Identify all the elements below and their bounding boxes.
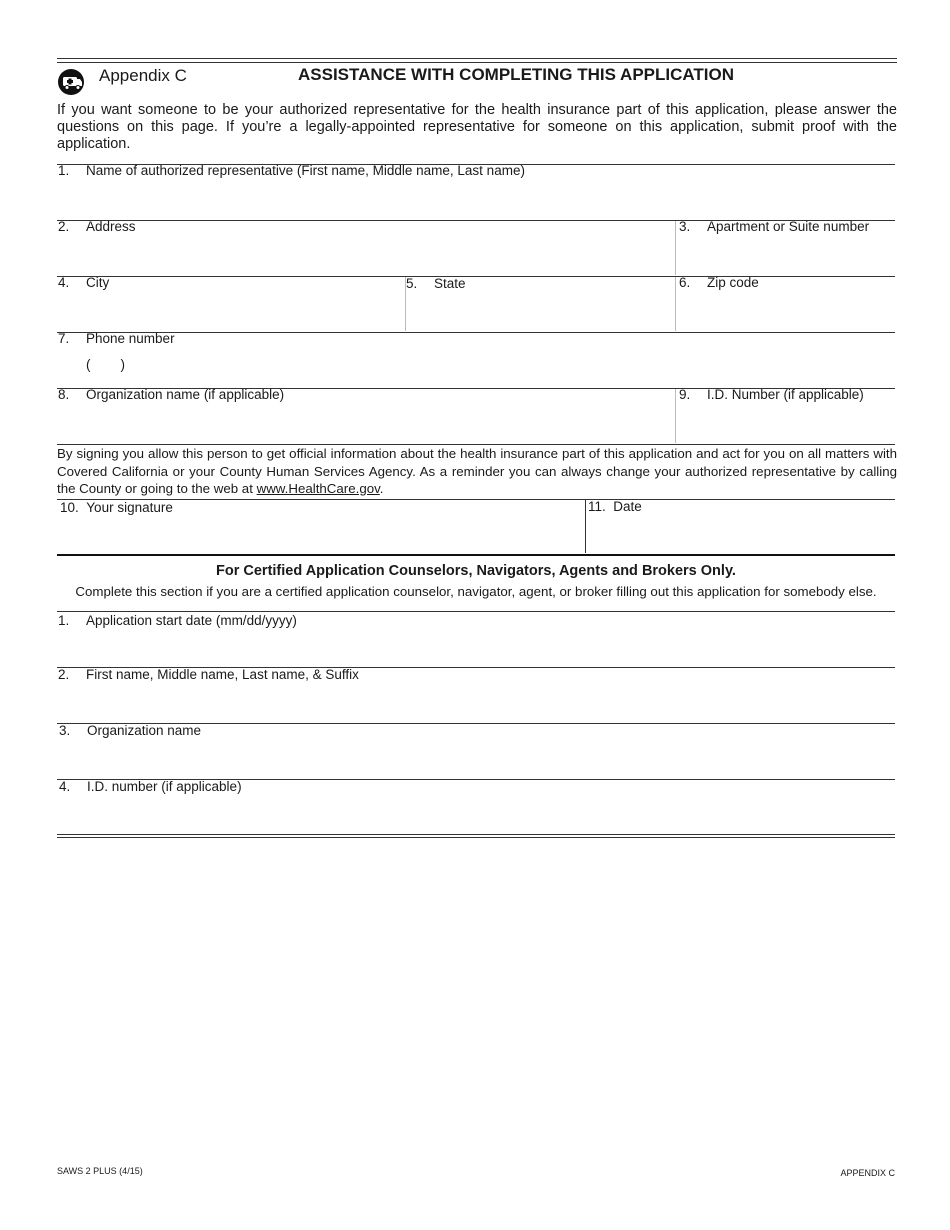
field-9-label xyxy=(679,387,864,402)
s2-field-3-number: 3. xyxy=(59,723,71,738)
field-6-label xyxy=(679,275,759,290)
field-4-label xyxy=(58,275,109,290)
field-5-text: State xyxy=(434,276,466,291)
s2-field-4-number: 4. xyxy=(59,779,71,794)
top-rule-2 xyxy=(57,62,897,63)
field-7-label xyxy=(58,331,175,346)
id-number-input[interactable] xyxy=(677,407,895,443)
s2-field-4-label xyxy=(59,779,242,794)
signature-input[interactable] xyxy=(57,519,583,553)
ambulance-icon xyxy=(57,68,85,96)
section-divider xyxy=(57,554,895,556)
field-9-number: 9. xyxy=(679,387,691,402)
counselor-id-number-input[interactable] xyxy=(57,799,895,833)
s2-field-1-text: Application start date (mm/dd/yyyy) xyxy=(86,613,297,628)
field-3-number: 3. xyxy=(679,219,691,234)
section-2-heading: For Certified Application Counselors, Navigators, Agents and Brokers Only. xyxy=(216,563,736,579)
divider-f5-f6 xyxy=(675,277,676,331)
field-7-text: Phone number xyxy=(86,331,175,346)
counselor-name-input[interactable] xyxy=(57,687,895,722)
s2-field-3-text: Organization name xyxy=(87,723,202,738)
s2-field-1-label xyxy=(58,613,297,628)
divider-f8-f9 xyxy=(675,389,676,443)
footer-appendix: APPENDIX C xyxy=(840,1168,895,1178)
s2-field-4-text: I.D. number (if applicable) xyxy=(87,779,242,794)
authorized-rep-name-input[interactable] xyxy=(57,183,895,219)
field-10-label xyxy=(60,500,173,515)
field-5-label xyxy=(406,276,466,291)
zip-code-input[interactable] xyxy=(677,295,895,331)
field-6-number: 6. xyxy=(679,275,691,290)
field-6-text: Zip code xyxy=(707,275,759,290)
field-2-label xyxy=(58,219,136,234)
consent-text-body: By signing you allow this person to get official information about the health insurance part of this application and act for you on all matters with Covered California or your County Human Services Agency. As a reminder you can always change your authorized representative by calling the County or going to the web at xyxy=(57,446,897,496)
date-input[interactable] xyxy=(587,519,895,553)
application-start-date-input[interactable] xyxy=(57,632,895,666)
phone-area-code-parens: ( ) xyxy=(86,357,125,372)
field-11-number: 11. xyxy=(588,499,606,514)
field-8-label xyxy=(58,387,284,402)
s2-field-3-label xyxy=(59,723,201,738)
consent-text-end: . xyxy=(379,481,384,496)
field-7-number: 7. xyxy=(58,331,70,346)
page-title: ASSISTANCE WITH COMPLETING THIS APPLICATION xyxy=(298,65,735,84)
field-9-text: I.D. Number (if applicable) xyxy=(707,387,864,402)
bottom-rule-1 xyxy=(57,834,895,835)
divider-f2-f3 xyxy=(675,221,676,275)
organization-name-input[interactable] xyxy=(57,407,673,443)
bottom-rule-2 xyxy=(57,837,895,838)
field-11-text: Date xyxy=(613,499,642,514)
intro-text: If you want someone to be your authorized representative for the health insurance part of this application, please answer the questions on this page. If you’re a legally-appointed representative for someone on this application, submit proof with the application. xyxy=(57,102,897,152)
field-3-text: Apartment or Suite number xyxy=(707,219,870,234)
field-1-label xyxy=(58,163,525,178)
rule-f7 xyxy=(57,332,895,333)
counselor-organization-input[interactable] xyxy=(57,743,895,778)
section-2-instructions: Complete this section if you are a certified application counselor, navigator, agent, or broker filling out this application for somebody else. xyxy=(75,584,877,599)
field-4-number: 4. xyxy=(58,275,70,290)
consent-text xyxy=(57,445,897,498)
field-1-number: 1. xyxy=(58,163,70,178)
field-11-label xyxy=(588,499,642,514)
rule-s2-f1 xyxy=(57,611,895,612)
field-10-number: 10. xyxy=(60,500,79,515)
footer-form-id: SAWS 2 PLUS (4/15) xyxy=(57,1166,143,1176)
address-input[interactable] xyxy=(57,239,673,275)
s2-field-1-number: 1. xyxy=(58,613,70,628)
field-1-text: Name of authorized representative (First name, Middle name, Last name) xyxy=(86,163,525,178)
field-8-text: Organization name (if applicable) xyxy=(86,387,285,402)
appendix-label: Appendix C xyxy=(99,66,187,85)
field-5-number: 5. xyxy=(406,276,418,291)
rule-f4 xyxy=(57,276,895,277)
s2-field-2-text: First name, Middle name, Last name, & Suffix xyxy=(86,667,359,682)
field-8-number: 8. xyxy=(58,387,70,402)
divider-f10-f11 xyxy=(585,500,586,553)
field-2-number: 2. xyxy=(58,219,70,234)
top-rule-1 xyxy=(57,58,897,59)
field-10-text: Your signature xyxy=(86,500,173,515)
rule-f10 xyxy=(57,499,895,500)
field-4-text: City xyxy=(86,275,110,290)
city-input[interactable] xyxy=(57,295,403,331)
apartment-input[interactable] xyxy=(677,239,895,275)
s2-field-2-number: 2. xyxy=(58,667,70,682)
field-2-text: Address xyxy=(86,219,136,234)
healthcare-gov-link[interactable]: www.HealthCare.gov xyxy=(256,481,380,496)
field-3-label xyxy=(679,219,869,234)
s2-field-2-label xyxy=(58,667,359,682)
phone-number-input[interactable] xyxy=(57,351,895,387)
state-input[interactable] xyxy=(407,295,673,331)
